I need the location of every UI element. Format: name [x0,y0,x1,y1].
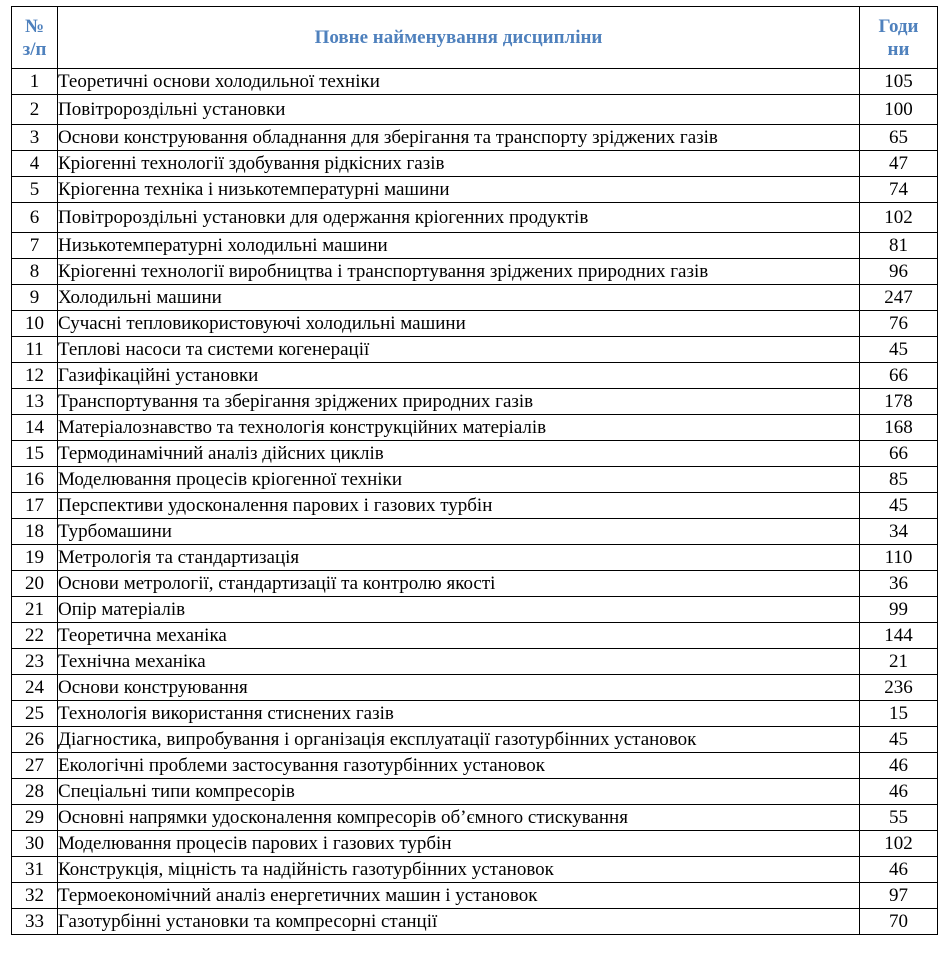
row-number-cell: 24 [12,675,58,701]
row-number-cell: 8 [12,259,58,285]
header-row [12,7,938,69]
table-row [12,151,938,177]
table-row [12,857,938,883]
row-number-cell: 3 [12,125,58,151]
header-number-line2: з/п [22,38,47,60]
row-number-cell: 20 [12,571,58,597]
hours-cell: 36 [860,571,938,597]
row-number-cell: 23 [12,649,58,675]
row-number-cell: 25 [12,701,58,727]
table-row [12,675,938,701]
hours-cell: 66 [860,363,938,389]
hours-cell: 105 [860,69,938,95]
discipline-name-cell: Конструкція, міцність та надійність газотурбінних установок [58,857,860,883]
discipline-name-cell: Моделювання процесів парових і газових турбін [58,831,860,857]
table-row [12,831,938,857]
hours-cell: 34 [860,519,938,545]
table-row [12,363,938,389]
discipline-name-cell: Газотурбінні установки та компресорні станції [58,909,860,935]
table-row [12,623,938,649]
row-number-cell: 4 [12,151,58,177]
row-number-cell: 18 [12,519,58,545]
table-row [12,69,938,95]
hours-cell: 96 [860,259,938,285]
row-number-cell: 14 [12,415,58,441]
hours-cell: 46 [860,857,938,883]
discipline-name-cell: Транспортування та зберігання зріджених природних газів [58,389,860,415]
table-row [12,753,938,779]
hours-cell: 110 [860,545,938,571]
table-row [12,285,938,311]
row-number-cell: 7 [12,233,58,259]
discipline-name-cell: Діагностика, випробування і організація експлуатації газотурбінних установок [58,727,860,753]
discipline-name-cell: Кріогенні технології здобування рідкісних газів [58,151,860,177]
table-row [12,909,938,935]
discipline-name-cell: Газифікаційні установки [58,363,860,389]
hours-cell: 76 [860,311,938,337]
table-row [12,727,938,753]
discipline-name-cell: Матеріалознавство та технологія конструкційних матеріалів [58,415,860,441]
disciplines-table [11,6,938,935]
hours-cell: 81 [860,233,938,259]
hours-cell: 74 [860,177,938,203]
discipline-name-cell: Метрологія та стандартизація [58,545,860,571]
hours-cell: 55 [860,805,938,831]
hours-cell: 178 [860,389,938,415]
hours-cell: 168 [860,415,938,441]
row-number-cell: 31 [12,857,58,883]
header-hours-line1: Годи [878,15,919,37]
row-number-cell: 27 [12,753,58,779]
hours-cell: 21 [860,649,938,675]
row-number-cell: 11 [12,337,58,363]
hours-cell: 46 [860,779,938,805]
row-number-cell: 22 [12,623,58,649]
row-number-cell: 26 [12,727,58,753]
row-number-cell: 9 [12,285,58,311]
hours-cell: 15 [860,701,938,727]
discipline-name-cell: Теоретична механіка [58,623,860,649]
table-row [12,311,938,337]
row-number-cell: 10 [12,311,58,337]
table-row [12,571,938,597]
table-row [12,177,938,203]
hours-cell: 97 [860,883,938,909]
discipline-name-cell: Термоекономічний аналіз енергетичних машин і установок [58,883,860,909]
table-row [12,389,938,415]
table-row [12,883,938,909]
discipline-name-cell: Основні напрямки удосконалення компресорів об’ємного стискування [58,805,860,831]
hours-cell: 85 [860,467,938,493]
table-row [12,125,938,151]
hours-cell: 47 [860,151,938,177]
table-row [12,203,938,233]
hours-cell: 65 [860,125,938,151]
header-number [12,7,58,69]
hours-cell: 144 [860,623,938,649]
header-hours [860,7,938,69]
discipline-name-cell: Теплові насоси та системи когенерації [58,337,860,363]
discipline-name-cell: Опір матеріалів [58,597,860,623]
row-number-cell: 1 [12,69,58,95]
table-row [12,95,938,125]
hours-cell: 70 [860,909,938,935]
hours-cell: 102 [860,831,938,857]
hours-cell: 247 [860,285,938,311]
table-row [12,415,938,441]
row-number-cell: 15 [12,441,58,467]
row-number-cell: 6 [12,203,58,233]
discipline-name-cell: Основи метрології, стандартизації та контролю якості [58,571,860,597]
discipline-name-cell: Основи конструювання [58,675,860,701]
hours-cell: 46 [860,753,938,779]
row-number-cell: 33 [12,909,58,935]
discipline-name-cell: Теоретичні основи холодильної техніки [58,69,860,95]
header-number-line1: № [24,15,45,37]
table-row [12,337,938,363]
table-row [12,493,938,519]
hours-cell: 236 [860,675,938,701]
table-row [12,597,938,623]
table-row [12,779,938,805]
row-number-cell: 2 [12,95,58,125]
row-number-cell: 17 [12,493,58,519]
hours-cell: 102 [860,203,938,233]
table-row [12,467,938,493]
hours-cell: 100 [860,95,938,125]
hours-cell: 45 [860,337,938,363]
header-discipline-name: Повне найменування дисципліни [58,7,860,69]
row-number-cell: 21 [12,597,58,623]
table-row [12,805,938,831]
discipline-name-cell: Повітророздільні установки [58,95,860,125]
row-number-cell: 29 [12,805,58,831]
row-number-cell: 16 [12,467,58,493]
table-row [12,441,938,467]
discipline-name-cell: Повітророздільні установки для одержання кріогенних продуктів [58,203,860,233]
discipline-name-cell: Спеціальні типи компресорів [58,779,860,805]
table-row [12,701,938,727]
discipline-name-cell: Холодильні машини [58,285,860,311]
header-hours-line2: ни [887,38,910,60]
table-row [12,259,938,285]
discipline-name-cell: Перспективи удосконалення парових і газових турбін [58,493,860,519]
row-number-cell: 28 [12,779,58,805]
hours-cell: 66 [860,441,938,467]
row-number-cell: 13 [12,389,58,415]
discipline-name-cell: Екологічні проблеми застосування газотурбінних установок [58,753,860,779]
hours-cell: 45 [860,493,938,519]
hours-cell: 45 [860,727,938,753]
row-number-cell: 12 [12,363,58,389]
discipline-name-cell: Технічна механіка [58,649,860,675]
discipline-name-cell: Технологія використання стиснених газів [58,701,860,727]
table-row [12,519,938,545]
hours-cell: 99 [860,597,938,623]
discipline-name-cell: Кріогенні технології виробництва і транспортування зріджених природних газів [58,259,860,285]
discipline-name-cell: Низькотемпературні холодильні машини [58,233,860,259]
row-number-cell: 30 [12,831,58,857]
row-number-cell: 32 [12,883,58,909]
discipline-name-cell: Термодинамічний аналіз дійсних циклів [58,441,860,467]
table-row [12,545,938,571]
table-row [12,233,938,259]
row-number-cell: 19 [12,545,58,571]
discipline-name-cell: Моделювання процесів кріогенної техніки [58,467,860,493]
discipline-name-cell: Сучасні тепловикористовуючі холодильні машини [58,311,860,337]
discipline-name-cell: Основи конструювання обладнання для зберігання та транспорту зріджених газів [58,125,860,151]
table-row [12,649,938,675]
discipline-name-cell: Турбомашини [58,519,860,545]
discipline-name-cell: Кріогенна техніка і низькотемпературні машини [58,177,860,203]
row-number-cell: 5 [12,177,58,203]
